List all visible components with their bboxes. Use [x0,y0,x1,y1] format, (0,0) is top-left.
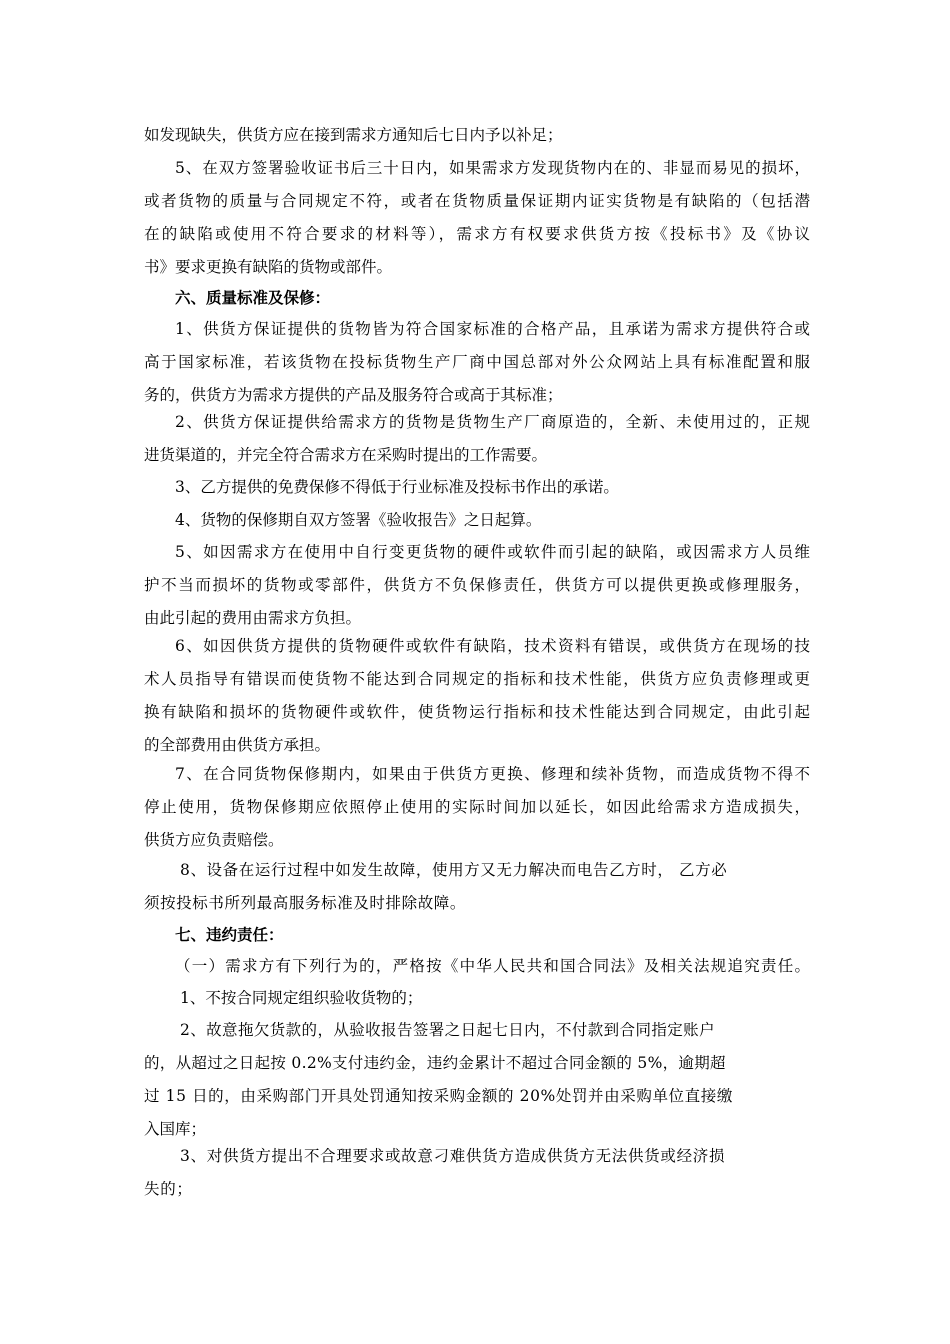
text-line: 的全部费用由供货方承担。 [144,736,331,754]
text-line: 失的； [144,1180,193,1198]
paragraph-quality-5 [144,536,810,635]
section-heading-liability [144,918,810,951]
paragraph-liability-intro [144,950,810,983]
paragraph-quality-4 [144,504,810,537]
text-line: 过 15 日的，由采购部门开具处罚通知按采购金额的 20%处罚并由采购单位直接缴 [144,1087,733,1105]
text-line: 6、如因供货方提供的货物硬件或软件有缺陷，技术资料有错误，或供货方在现场的技 [175,637,810,655]
text-line: 护不当而损坏的货物或零部件，供货方不负保修责任，供货方可以提供更换或修理服务， [144,576,810,594]
text-line: 在的缺陷或使用不符合要求的材料等），需求方有权要求供货方按《投标书》及《协议 [144,225,810,243]
paragraph-liability-2 [144,1014,810,1146]
text-line: 如发现缺失，供货方应在接到需求方通知后七日内予以补足； [144,126,563,144]
text-line: 换有缺陷和损坏的货物硬件或软件，使货物运行指标和技术性能达到合同规定，由此引起 [144,703,810,721]
paragraph-quality-2 [144,406,810,472]
text-line: 须按投标书所列最高服务标准及时排除故障。 [144,894,467,912]
paragraph-clause-5-acceptance [144,152,810,284]
section-heading-text: 七、违约责任： [175,925,284,944]
text-line: 5、在双方签署验收证书后三十日内，如果需求方发现货物内在的、非显而易见的损坏， [175,159,810,177]
paragraph-continuation [144,119,810,152]
text-line: 3、乙方提供的免费保修不得低于行业标准及投标书作出的承诺。 [175,478,619,496]
text-line: 停止使用，货物保修期应依照停止使用的实际时间加以延长，如因此给需求方造成损失， [144,798,810,816]
paragraph-quality-7 [144,758,810,857]
text-line: 高于国家标准，若该货物在投标货物生产厂商中国总部对外公众网站上具有标准配置和服 [144,353,810,371]
text-line: 供货方应负责赔偿。 [144,831,284,849]
paragraph-quality-8 [144,854,810,920]
text-line: 或者货物的质量与合同规定不符，或者在货物质量保证期内证实货物是有缺陷的（包括潜 [144,192,810,210]
paragraph-liability-3 [144,1140,810,1206]
paragraph-quality-6 [144,630,810,762]
text-line: 由此引起的费用由需求方负担。 [144,609,362,627]
text-line: 1、不按合同规定组织验收货物的； [180,989,423,1007]
paragraph-liability-1 [144,982,810,1015]
text-line: 5、如因需求方在使用中自行变更货物的硬件或软件而引起的缺陷，或因需求方人员维 [175,543,810,561]
text-line: 入国库； [144,1120,207,1138]
paragraph-quality-3 [144,471,810,504]
text-line: 3、对供货方提出不合理要求或故意刁难供货方造成供货方无法供货或经济损 [180,1147,726,1165]
text-line: 4、货物的保修期自双方签署《验收报告》之日起算。 [175,511,542,529]
section-heading-quality [144,281,810,314]
text-line: （一）需求方有下列行为的，严格按《中华人民共和国合同法》及相关法规追究责任。 [175,957,810,975]
text-line: 进货渠道的，并完全符合需求方在采购时提出的工作需要。 [144,446,548,464]
text-line: 术人员指导有错误而使货物不能达到合同规定的指标和技术性能，供货方应负责修理或更 [144,670,810,688]
text-line: 1、供货方保证提供的货物皆为符合国家标准的合格产品，且承诺为需求方提供符合或 [175,320,810,338]
paragraph-quality-1 [144,313,810,412]
section-heading-text: 六、质量标准及保修： [175,288,331,307]
text-line: 2、故意拖欠货款的，从验收报告签署之日起七日内，不付款到合同指定账户 [180,1021,715,1039]
text-line: 的，从超过之日起按 0.2%支付违约金，违约金累计不超过合同金额的 5%，逾期超 [144,1054,726,1072]
text-line: 务的，供货方为需求方提供的产品及服务符合或高于其标准； [144,386,563,404]
text-line: 8、设备在运行过程中如发生故障，使用方又无力解决而电告乙方时， 乙方必 [180,861,728,879]
text-line: 2、供货方保证提供给需求方的货物是货物生产厂商原造的，全新、未使用过的，正规 [175,413,810,431]
text-line: 7、在合同货物保修期内，如果由于供货方更换、修理和续补货物，而造成货物不得不 [175,765,810,783]
text-line: 书》要求更换有缺陷的货物或部件。 [144,258,393,276]
